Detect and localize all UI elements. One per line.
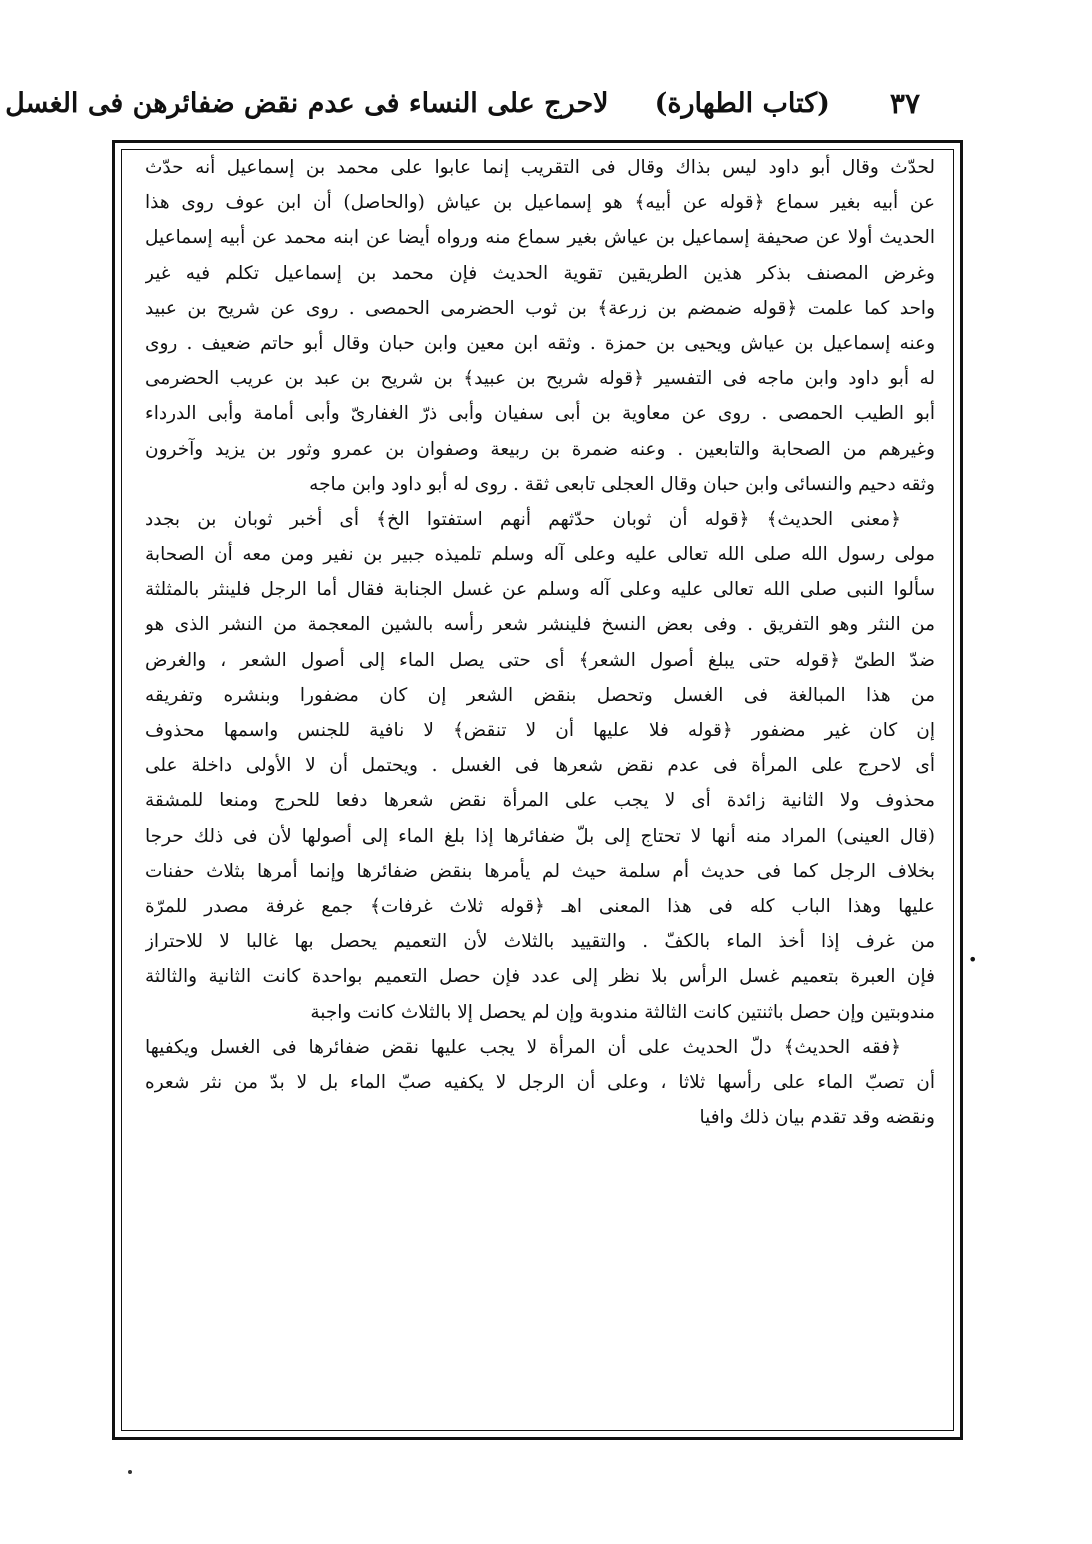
margin-dot: • (968, 950, 978, 969)
body-text (145, 150, 935, 1135)
text-line: وغيرهم من الصحابة والتابعين . وعنه ضمرة بن ربيعة وصفوان بن عمرو وثور بن يزيد وآخرون (145, 438, 935, 460)
text-line: أن تصبّ الماء على رأسها ثلاثا ، وعلى أن الرجل لا يكفيه صبّ الماء بل لا بدّ من نثر شعره (145, 1071, 935, 1093)
text-line: مندوبتين وإن حصل باثنتين كانت الثالثة مندوبة وإن لم يحصل إلا بالثلاث كانت واجبة (310, 1001, 935, 1023)
text-line: وثقه دحيم والنسائى وابن حبان وقال العجلى تابعى ثقة . روى له أبو داود وابن ماجه (309, 473, 935, 495)
book-title: (كتاب الطهارة) (654, 87, 830, 119)
text-line: بخلاف الرجل كما فى حديث أم سلمة حيث لم يأمرها بنقض ضفائرها وإنما أمرها بثلاث حفنات (145, 860, 935, 882)
scan-speck (128, 1470, 132, 1474)
page-number: ٣٧ (889, 86, 920, 120)
text-line: من النثر وهو التفريق . وفى بعض النسخ فلينشر شعر رأسه بالشين المعجمة من النشر الذى هو (145, 614, 935, 636)
text-line: ﴿معنى الحديث﴾ ﴿قوله أن ثوبان حدّثهم أنهم استفتوا الخ﴾ أى أخبر ثوبان بن بجدد (145, 508, 901, 530)
text-line: من هذا المبالغة فى الغسل وتحصل بنقض الشعر إن كان مضفورا وبنشره وتفريقه (145, 684, 935, 706)
text-line: من غرف إذا أخذ الماء بالكفّ . والتقييد بالثلاث لأن التعميم يحصل بها غالبا لا للاحتراز (145, 931, 935, 953)
chapter-title: لاحرج على النساء فى عدم نقض ضفائرهن فى الغسل (5, 87, 609, 119)
text-line: عليها وهذا الباب كله فى هذا المعنى اهـ ﴿قوله ثلاث غرفات﴾ جمع غرفة مصدر للمرّة (145, 895, 935, 917)
text-line: محذوف ولا الثانية زائدة أى لا يجب على المرأة نقض شعرها دفعا للحرج ومنعا للمشقة (145, 790, 935, 812)
text-line: أى لاحرج على المرأة فى عدم نقض شعرها فى الغسل . ويحتمل أن لا الأولى داخلة على (145, 755, 935, 777)
text-line: واحد كما علمت ﴿قوله ضمضم بن زرعة﴾ بن ثوب الحضرمى الحمصى . روى عن شريح بن عبيد (145, 297, 935, 319)
text-line: ونقضه وقد تقدم بيان ذلك وافيا (699, 1107, 935, 1129)
text-line: ضدّ الطىّ ﴿قوله حتى يبلغ أصول الشعر﴾ أى حتى يصل الماء إلى أصول الشعر ، والغرض (145, 649, 935, 671)
text-line: له أبو داود وابن ماجه فى التفسير ﴿قوله شريح بن عبيد﴾ بن شريح بن عبد بن عريب الحضرمى (145, 368, 935, 390)
text-line: وغرض المصنف بذكر هذين الطريقين تقوية الحديث فإن محمد بن إسماعيل تكلم فيه غير (145, 262, 935, 284)
page-header (5, 78, 920, 128)
text-line: مولى رسول الله صلى الله تعالى عليه وعلى آله وسلم تلميذه جبير بن نفير ومن معه أن الصحابة (145, 544, 935, 566)
text-line: عن أبيه بغير سماع ﴿قوله عن أبيه﴾ هو إسماعيل بن عياش (والحاصل) أن ابن عوف روى هذا (145, 192, 935, 214)
text-line: فإن العبرة بتعميم غسل الرأس بلا نظر إلى عدد فإن حصل التعميم بواحدة كانت الثانية والثالثة (145, 966, 935, 988)
text-line: سألوا النبى صلى الله تعالى عليه وعلى آله وسلم عن غسل الجنابة فقال أما الرجل فلينثر بالمثلثة (145, 579, 935, 601)
text-line: أبو الطيب الحمصى . روى عن معاوية بن أبى سفيان وأبى ذرّ الغفارىّ وأبى أمامة وأبى الدرداء (145, 403, 935, 425)
text-line: الحديث أولا عن صحيفة إسماعيل بن عياش بغير سماع منه ورواه أيضا عن ابنه محمد عن أبيه إسماعيل (145, 227, 935, 249)
text-line: (قال العينى) المراد منه أنها لا تحتاج إلى بلّ ضفائرها إذا بلغ الماء إلى أصولها لأن فى ذلك حرجا (145, 825, 935, 847)
text-line: لحدّث وقال أبو داود ليس بذاك وقال فى التقريب إنما عابوا على محمد بن إسماعيل أنه حدّث (145, 157, 935, 178)
text-line: ﴿فقه الحديث﴾ دلّ الحديث على أن المرأة لا يجب عليها نقض ضفائرها فى الغسل ويكفيها (145, 1036, 901, 1058)
text-line: إن كان غير مضفور ﴿قوله فلا عليها أن لا تنقض﴾ لا نافية للجنس واسمها محذوف (145, 720, 935, 741)
text-line: وعنه إسماعيل بن عياش ويحيى بن حمزة . وثقه ابن معين وابن حبان وقال أبو حاتم ضعيف . روى (145, 332, 935, 354)
